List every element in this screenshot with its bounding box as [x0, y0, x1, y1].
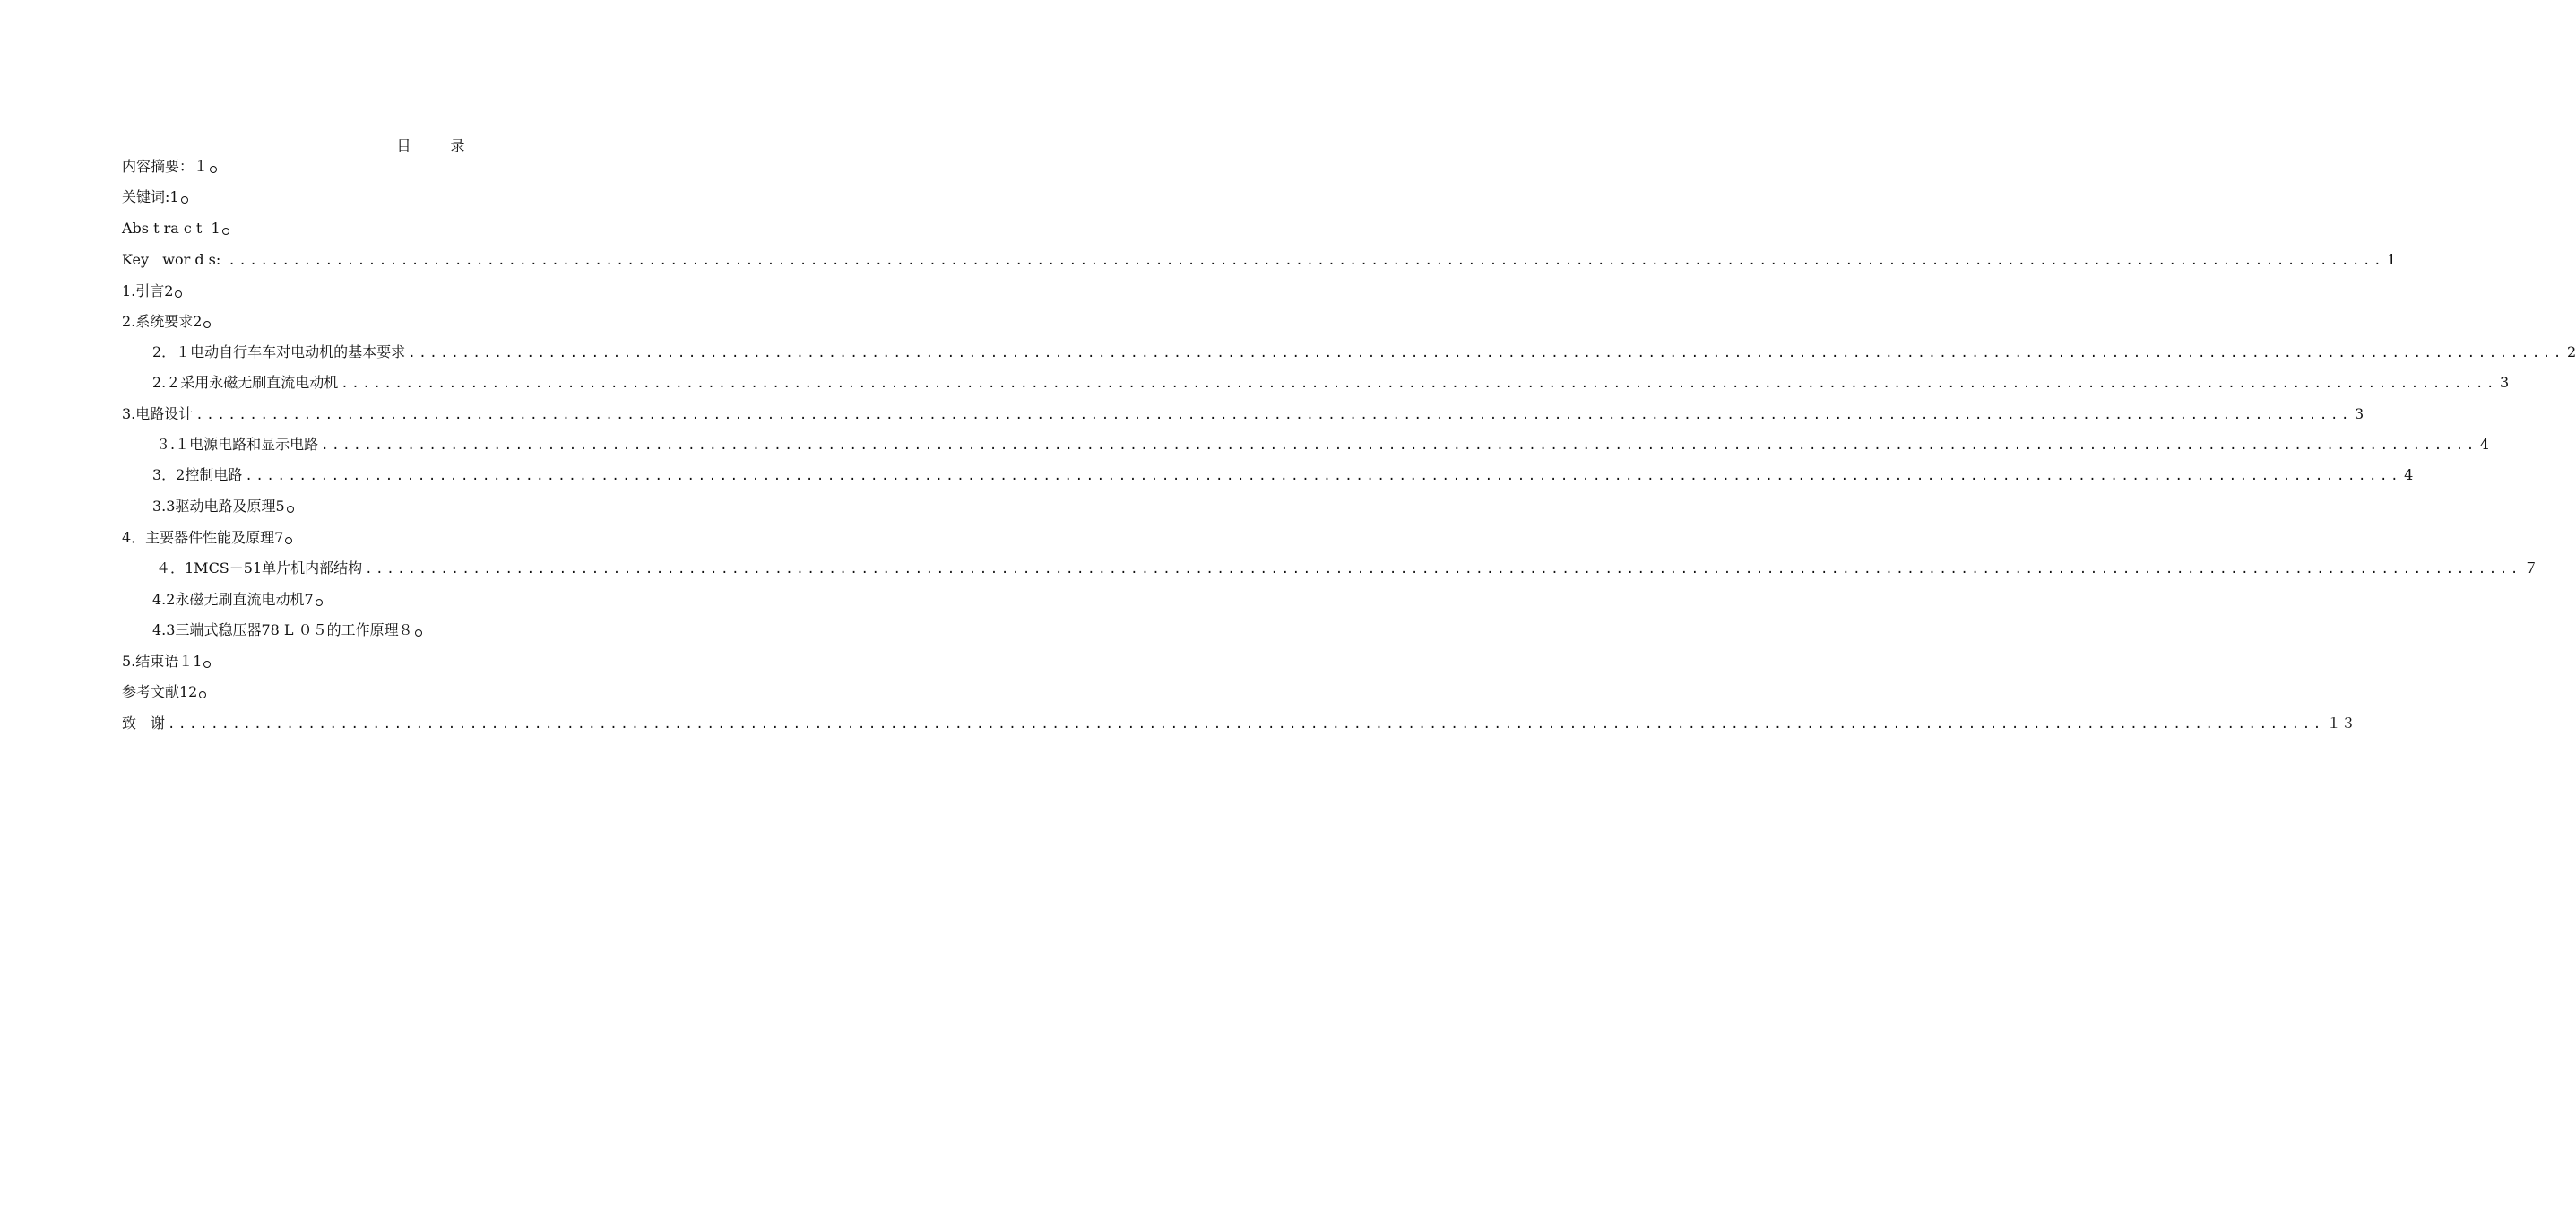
toc-dot-leader: ........................................................................................................................................................................................................ [228, 254, 2385, 268]
paragraph-mark-icon [285, 537, 292, 544]
toc-dot-leader: ........................................................................................................................................................................................................ [365, 562, 2521, 576]
toc-entry [122, 218, 229, 239]
toc-entry [122, 713, 2356, 734]
toc-dot-leader: ........................................................................................................................................................................................................ [245, 469, 2402, 483]
paragraph-mark-icon [175, 290, 182, 298]
toc-entry-label: 致 谢 [122, 715, 166, 732]
toc-entry-label: ４．1MCS－51单片机内部结构 [156, 559, 363, 576]
toc-entry [152, 496, 294, 517]
toc-entry-label: 3.3驱动电路及原理5 [152, 498, 285, 515]
toc-dot-leader: ........................................................................................................................................................................................................ [321, 438, 2477, 453]
paragraph-mark-icon [415, 629, 422, 637]
toc-entry-label: 4．主要器件性能及原理7 [122, 529, 284, 546]
toc-entry [122, 651, 211, 672]
toc-entry-page: ７ [2523, 559, 2538, 576]
toc-entry-label: 3．2控制电路 [152, 466, 243, 483]
toc-entry [122, 156, 217, 178]
toc-title: 目 录 [396, 137, 478, 154]
toc-entry-page: １３ [2326, 715, 2356, 732]
toc-entry [122, 311, 211, 333]
toc-entry-page: 3 [2355, 405, 2364, 422]
toc-entry-label: 4.2永磁无刷直流电动机7 [152, 591, 314, 608]
toc-entry-label: 2.２采用永磁无刷直流电动机 [152, 374, 339, 391]
toc-entry-label: Abs t ra c t 1 [122, 220, 220, 237]
toc-entry [152, 589, 323, 611]
paragraph-mark-icon [199, 691, 206, 698]
toc-entry-page: 3 [2500, 374, 2510, 391]
toc-entry-label: 2.系统要求2 [122, 313, 203, 330]
toc-entry [152, 342, 2576, 363]
toc-entry-label: 内容摘要：１ [122, 158, 209, 175]
toc-entry-label: 5.结束语１1 [122, 653, 203, 670]
toc-entry-page: 2 [2566, 343, 2576, 360]
toc-entry [152, 372, 2510, 394]
toc-dot-leader: ........................................................................................................................................................................................................ [408, 346, 2564, 360]
toc-entry-page: 4 [2404, 466, 2414, 483]
toc-entry-label: 参考文献12 [122, 683, 198, 700]
paragraph-mark-icon [210, 166, 217, 173]
toc-entry [152, 620, 422, 641]
toc-entry-page: 4 [2479, 436, 2490, 453]
toc-entry-label: 3.电路设计 [122, 405, 194, 422]
paragraph-mark-icon [222, 228, 229, 235]
toc-entry-label: 1.引言2 [122, 282, 174, 299]
paragraph-mark-icon [316, 599, 323, 606]
toc-entry [122, 186, 188, 208]
toc-entry-label: 4.3三端式稳压器78 L ０５的工作原理８ [152, 621, 413, 638]
toc-entry [156, 434, 2490, 455]
toc-entry-label: 关键词:1 [122, 188, 179, 205]
toc-entry [122, 281, 182, 302]
toc-entry [122, 249, 2397, 271]
toc-entry-label: Key wor d s: [122, 251, 226, 268]
paragraph-mark-icon [203, 321, 211, 328]
toc-entry [122, 681, 206, 703]
toc-dot-leader: ........................................................................................................................................................................................................ [195, 408, 2353, 422]
toc-entry-page: 1 [2387, 251, 2397, 268]
toc-entry [122, 403, 2364, 425]
toc-dot-leader: ........................................................................................................................................................................................................ [168, 717, 2324, 732]
toc-entry-label: ３.１电源电路和显示电路 [156, 436, 319, 453]
toc-entry-label: 2．１电动自行车车对电动机的基本要求 [152, 343, 406, 360]
paragraph-mark-icon [287, 506, 294, 513]
toc-dot-leader: ........................................................................................................................................................................................................ [341, 377, 2498, 391]
toc-entry [156, 558, 2538, 579]
toc-entry [122, 527, 292, 549]
toc-entry [152, 464, 2414, 486]
paragraph-mark-icon [181, 196, 188, 204]
paragraph-mark-icon [203, 661, 211, 668]
